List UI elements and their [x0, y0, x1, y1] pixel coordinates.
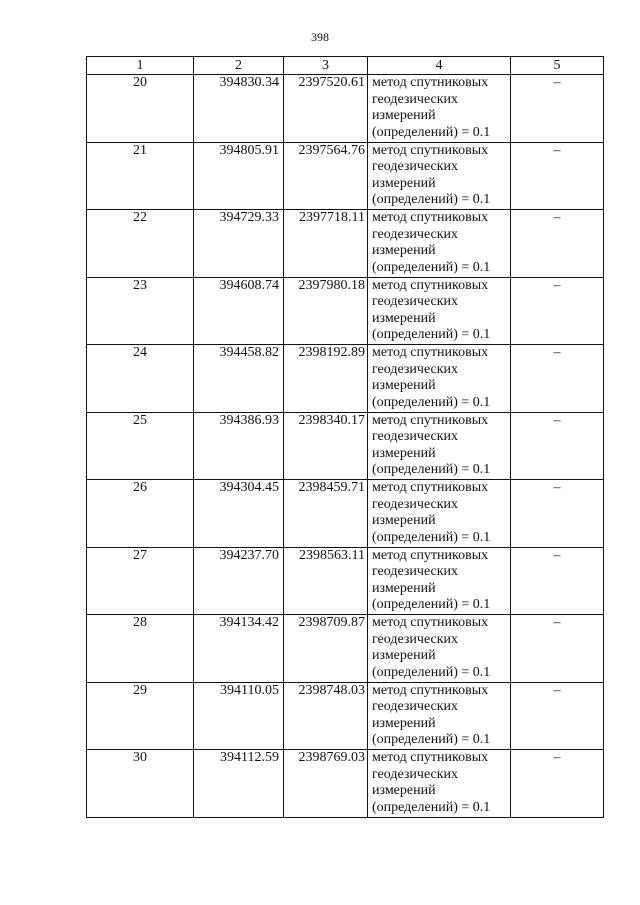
- method-text-line: (определений) = 0.1: [372, 597, 491, 612]
- method-text-line: измерений: [372, 580, 436, 596]
- method-cell: [368, 615, 511, 683]
- method-text-line: метод спутниковых: [372, 480, 489, 495]
- method-text-line: метод спутниковых: [372, 142, 489, 158]
- method-text-line: измерений: [372, 108, 436, 123]
- method-text-line: геодезических: [372, 496, 459, 512]
- note-cell: –: [511, 615, 604, 683]
- method-text-line: геодезических: [372, 631, 459, 647]
- note-cell: –: [511, 345, 604, 413]
- y-coordinate-cell: 2398709.87: [284, 615, 368, 683]
- method-text-line: метод спутниковых: [372, 412, 489, 428]
- method-text-line: измерений: [372, 243, 436, 258]
- note-cell: –: [511, 412, 604, 480]
- header-col-5: 5: [511, 57, 604, 75]
- point-number-cell: 21: [87, 142, 194, 210]
- method-text-line: измерений: [372, 175, 436, 191]
- table-row: [87, 750, 604, 818]
- method-cell: [368, 412, 511, 480]
- method-text-line: (определений) = 0.1: [372, 124, 491, 140]
- header-col-1: 1: [87, 57, 194, 75]
- note-cell: –: [511, 210, 604, 278]
- point-number-cell: 25: [87, 412, 194, 480]
- point-number-cell: 27: [87, 547, 194, 615]
- method-text-line: (определений) = 0.1: [372, 462, 491, 477]
- y-coordinate-cell: 2398563.11: [284, 547, 368, 615]
- method-text-line: измерений: [372, 310, 436, 326]
- point-number-cell: 26: [87, 480, 194, 548]
- method-text-line: (определений) = 0.1: [372, 529, 491, 545]
- method-cell: [368, 480, 511, 548]
- note-cell: –: [511, 547, 604, 615]
- method-text-line: (определений) = 0.1: [372, 664, 491, 680]
- x-coordinate-cell: 394304.45: [194, 480, 284, 548]
- method-cell: [368, 750, 511, 818]
- table-body: [87, 75, 604, 818]
- method-text-line: метод спутниковых: [372, 750, 489, 765]
- point-number-cell: 24: [87, 345, 194, 413]
- method-cell: [368, 210, 511, 278]
- header-col-2: 2: [194, 57, 284, 75]
- method-text-line: (определений) = 0.1: [372, 799, 491, 815]
- coordinates-table: [86, 56, 604, 818]
- method-text-line: метод спутниковых: [372, 345, 489, 360]
- method-text-line: метод спутниковых: [372, 210, 489, 225]
- note-cell: –: [511, 142, 604, 210]
- point-number-cell: 22: [87, 210, 194, 278]
- method-text-line: геодезических: [372, 91, 459, 107]
- note-cell: –: [511, 480, 604, 548]
- method-cell: [368, 345, 511, 413]
- x-coordinate-cell: 394110.05: [194, 682, 284, 750]
- y-coordinate-cell: 2397564.76: [284, 142, 368, 210]
- table-row: [87, 480, 604, 548]
- method-text-line: геодезических: [372, 159, 459, 174]
- method-text-line: геодезических: [372, 564, 459, 579]
- x-coordinate-cell: 394134.42: [194, 615, 284, 683]
- y-coordinate-cell: 2398192.89: [284, 345, 368, 413]
- table-row: [87, 547, 604, 615]
- method-cell: [368, 547, 511, 615]
- method-text-line: метод спутниковых: [372, 277, 489, 293]
- point-number-cell: 23: [87, 277, 194, 345]
- method-text-line: измерений: [372, 378, 436, 393]
- method-text-line: геодезических: [372, 429, 459, 444]
- method-text-line: (определений) = 0.1: [372, 394, 491, 410]
- method-text-line: геодезических: [372, 361, 459, 377]
- header-row: [87, 57, 604, 75]
- note-cell: –: [511, 750, 604, 818]
- method-text-line: метод спутниковых: [372, 75, 489, 90]
- method-text-line: измерений: [372, 513, 436, 528]
- method-text-line: (определений) = 0.1: [372, 259, 491, 275]
- x-coordinate-cell: 394458.82: [194, 345, 284, 413]
- x-coordinate-cell: 394805.91: [194, 142, 284, 210]
- table-row: [87, 75, 604, 143]
- method-text-line: геодезических: [372, 766, 459, 782]
- note-cell: –: [511, 75, 604, 143]
- method-cell: [368, 142, 511, 210]
- method-text-line: измерений: [372, 445, 436, 461]
- method-text-line: геодезических: [372, 226, 459, 242]
- table-row: [87, 615, 604, 683]
- point-number-cell: 29: [87, 682, 194, 750]
- method-text-line: измерений: [372, 648, 436, 663]
- x-coordinate-cell: 394830.34: [194, 75, 284, 143]
- table-header: [87, 57, 604, 75]
- method-text-line: геодезических: [372, 699, 459, 714]
- method-cell: [368, 75, 511, 143]
- y-coordinate-cell: 2397520.61: [284, 75, 368, 143]
- method-text-line: геодезических: [372, 294, 459, 309]
- header-col-3: 3: [284, 57, 368, 75]
- header-col-4: 4: [368, 57, 511, 75]
- point-number-cell: 28: [87, 615, 194, 683]
- x-coordinate-cell: 394386.93: [194, 412, 284, 480]
- y-coordinate-cell: 2398769.03: [284, 750, 368, 818]
- table-row: [87, 412, 604, 480]
- table-row: [87, 210, 604, 278]
- x-coordinate-cell: 394608.74: [194, 277, 284, 345]
- method-text-line: метод спутниковых: [372, 682, 489, 698]
- y-coordinate-cell: 2398340.17: [284, 412, 368, 480]
- table-row: [87, 682, 604, 750]
- method-text-line: измерений: [372, 783, 436, 798]
- y-coordinate-cell: 2397980.18: [284, 277, 368, 345]
- page-number: 398: [311, 30, 329, 44]
- note-cell: –: [511, 277, 604, 345]
- note-cell: –: [511, 682, 604, 750]
- method-text-line: измерений: [372, 715, 436, 731]
- y-coordinate-cell: 2397718.11: [284, 210, 368, 278]
- point-number-cell: 30: [87, 750, 194, 818]
- method-text-line: (определений) = 0.1: [372, 732, 491, 747]
- point-number-cell: 20: [87, 75, 194, 143]
- x-coordinate-cell: 394729.33: [194, 210, 284, 278]
- method-text-line: метод спутниковых: [372, 615, 489, 630]
- table-row: [87, 142, 604, 210]
- y-coordinate-cell: 2398459.71: [284, 480, 368, 548]
- x-coordinate-cell: 394237.70: [194, 547, 284, 615]
- method-text-line: (определений) = 0.1: [372, 327, 491, 342]
- table-row: [87, 345, 604, 413]
- method-cell: [368, 277, 511, 345]
- method-cell: [368, 682, 511, 750]
- method-text-line: (определений) = 0.1: [372, 192, 491, 207]
- table-row: [87, 277, 604, 345]
- method-text-line: метод спутниковых: [372, 547, 489, 563]
- y-coordinate-cell: 2398748.03: [284, 682, 368, 750]
- x-coordinate-cell: 394112.59: [194, 750, 284, 818]
